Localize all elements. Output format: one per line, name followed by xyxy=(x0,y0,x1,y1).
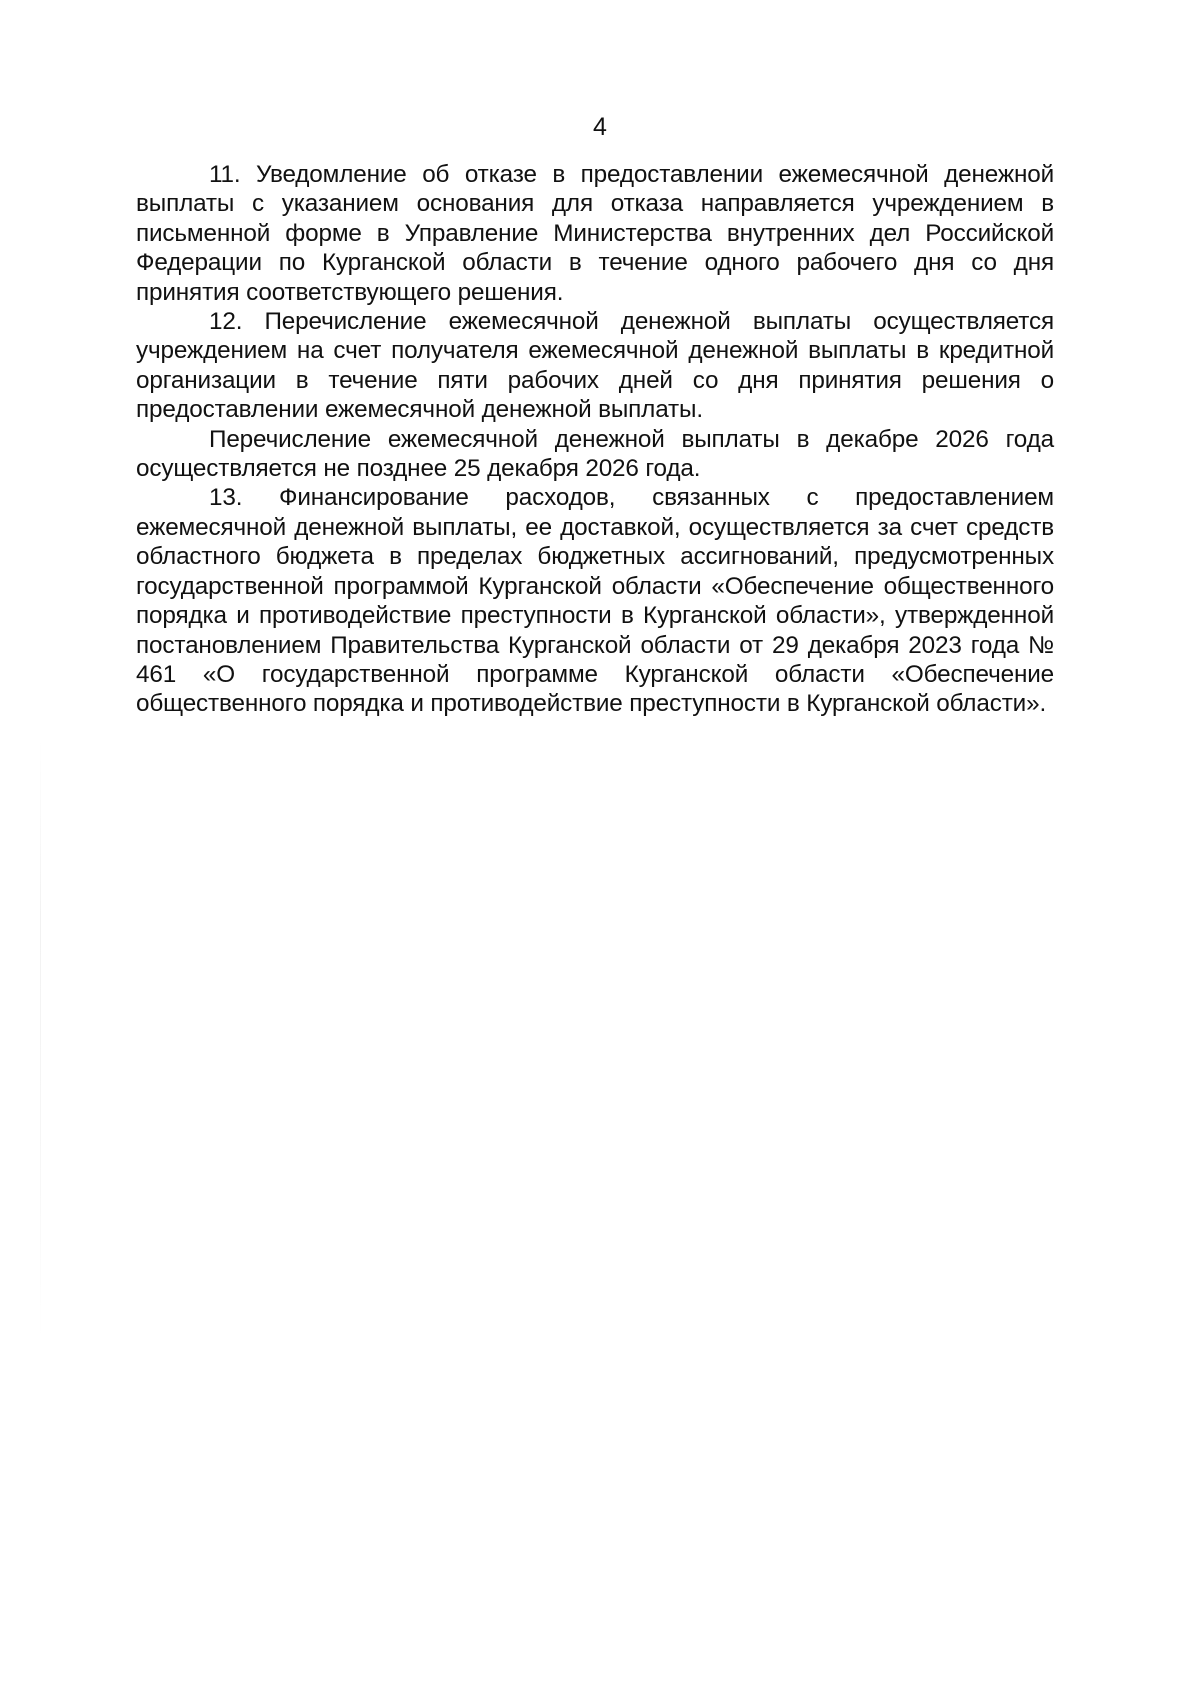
document-body xyxy=(136,160,1054,719)
paragraph-12: 12. Перечисление ежемесячной денежной выплаты осуществляется учреждением на счет получателя ежемесячной денежной выплаты в кредитной организации в течение пяти рабочих дней со дня принятия решения о предоставлении ежемесячной денежной выплаты. xyxy=(136,308,1054,424)
page-number: 4 xyxy=(593,113,607,141)
paragraph-12-december: Перечисление ежемесячной денежной выплаты в декабре 2026 года осуществляется не позднее 25 декабря 2026 года. xyxy=(136,425,1054,483)
paragraph-11: 11. Уведомление об отказе в предоставлении ежемесячной денежной выплаты с указанием основания для отказа направляется учреждением в письменной форме в Управление Министерства внутренних дел Российской Федерации по Курганской области в течение одного рабочего дня со дня принятия соответствующего решения. xyxy=(136,161,1054,306)
scan-edge-artifact xyxy=(40,740,41,1340)
paragraph-13: 13. Финансирование расходов, связанных с предоставлением ежемесячной денежной выплаты, ее доставкой, осуществляется за счет средств областного бюджета в пределах бюджетных ассигнований, предусмотренных государственной программой Курганской области «Обеспечение общественного порядка и противодействие преступности в Курганской области», утвержденной постановлением Правительства Курганской области от 29 декабря 2023 года № 461 «О государственной программе Курганской области «Обеспечение общественного порядка и противодействие преступности в Курганской области». xyxy=(136,484,1054,718)
